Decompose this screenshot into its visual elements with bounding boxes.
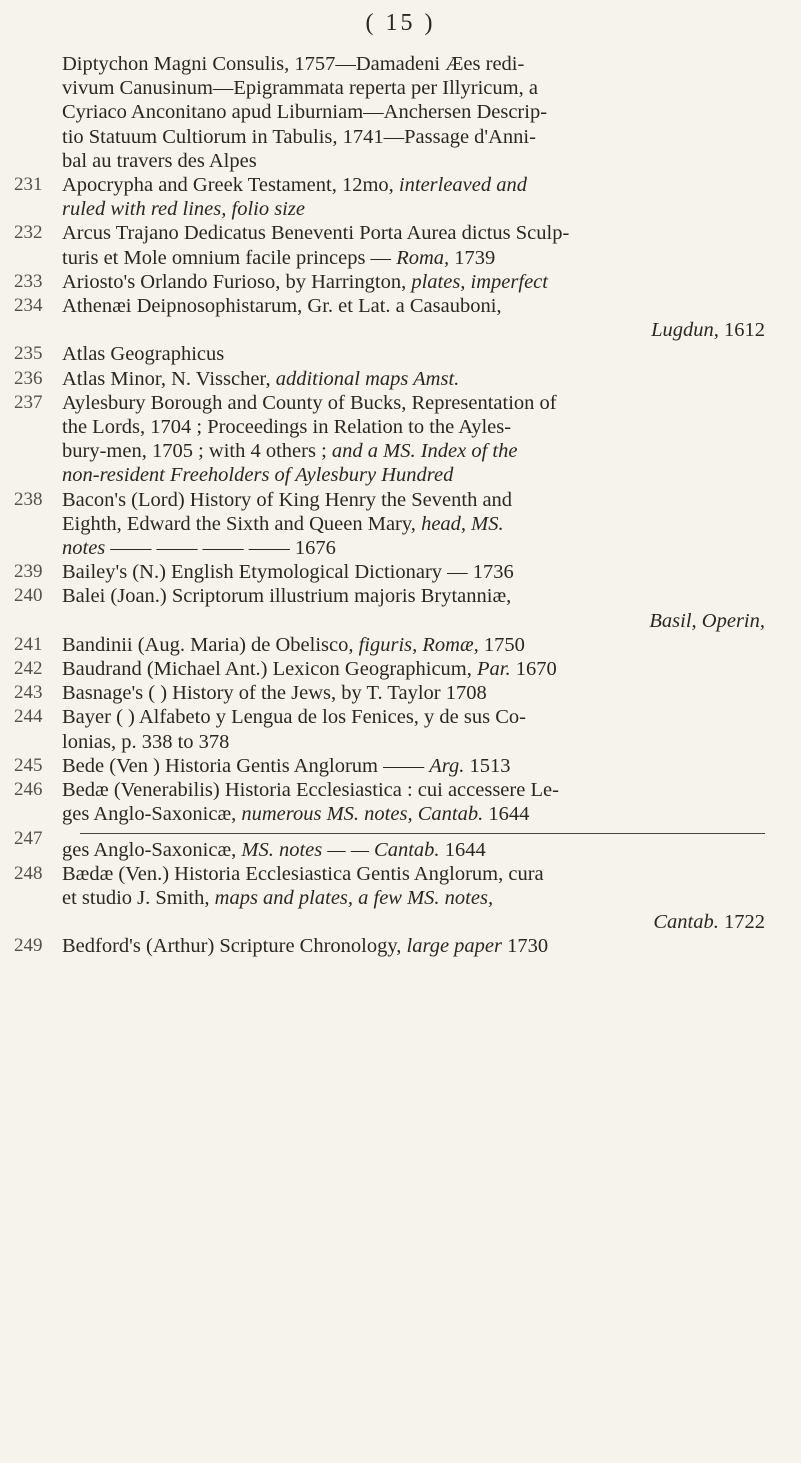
- entry-italic-text: MS. notes — — Cantab.: [241, 838, 440, 861]
- entry-text: Balei (Joan.) Scriptorum illustrium majoris Brytanniæ,: [62, 585, 512, 608]
- entry-text: et studio J. Smith,: [62, 886, 215, 909]
- entry-year: 1739: [449, 246, 496, 269]
- entry-line: [62, 294, 765, 318]
- entry-text: Arcus Trajano Dedicatus Beneventi Porta Aurea dictus Sculp-: [62, 222, 570, 245]
- entry-line: [62, 173, 765, 197]
- entry-italic-text: figuris, Romæ,: [358, 633, 479, 656]
- entry-line: [62, 910, 765, 934]
- entry-text: bury-men, 1705 ; with 4 others ;: [62, 440, 332, 463]
- entry-body: [62, 862, 765, 935]
- entry-italic-text: additional maps Amst.: [275, 367, 460, 390]
- entry-number: 243: [14, 682, 43, 704]
- entry-number: 233: [14, 270, 43, 292]
- entry-body: [62, 52, 765, 173]
- ditto-rule: [80, 833, 765, 834]
- entry-text: Ariosto's Orlando Furioso, by Harrington,: [62, 270, 412, 293]
- entry-text: ges Anglo-Saxonicæ,: [62, 803, 242, 826]
- entry-italic-text: Cantab.: [653, 911, 719, 934]
- entry-line: [62, 886, 765, 910]
- catalogue-entry: [14, 681, 765, 705]
- entry-text: Cyriaco Anconitano apud Liburniam—Anchersen Descrip-: [62, 101, 548, 124]
- entry-body: [62, 681, 765, 705]
- entry-line: [62, 488, 765, 512]
- entry-body: [62, 827, 765, 862]
- entry-text: Baudrand (Michael Ant.) Lexicon Geographicum,: [62, 658, 477, 681]
- entry-body: [62, 173, 765, 221]
- entry-text: bal au travers des Alpes: [62, 149, 257, 172]
- entry-text: turis et Mole omnium facile princeps —: [62, 246, 397, 269]
- entry-number: 245: [14, 754, 43, 776]
- entry-text: Bailey's (N.) English Etymological Dictionary — 1736: [62, 561, 514, 584]
- entry-line: [62, 633, 765, 657]
- entry-number: 238: [14, 488, 43, 510]
- entry-line: [62, 100, 765, 124]
- entry-body: [62, 221, 765, 269]
- entry-number: 234: [14, 295, 43, 317]
- entry-number: 235: [14, 343, 43, 365]
- entry-line: [62, 221, 765, 245]
- entry-line: [62, 657, 765, 681]
- entry-body: [62, 778, 765, 826]
- entry-text: Athenæi Deipnosophistarum, Gr. et Lat. a Casauboni,: [62, 295, 502, 318]
- entry-italic-text: ruled with red lines, folio size: [62, 198, 305, 221]
- entry-number: 248: [14, 862, 43, 884]
- entry-year: —— —— —— —— 1676: [105, 537, 336, 560]
- catalogue-entry: [14, 173, 765, 221]
- entry-body: [62, 560, 765, 584]
- entry-line: [62, 342, 765, 366]
- entry-line: [62, 560, 765, 584]
- entry-year: 1722: [718, 911, 765, 934]
- entry-body: [62, 270, 765, 294]
- entry-line: [62, 512, 765, 536]
- catalogue-entry: [14, 52, 765, 173]
- entry-line: [62, 609, 765, 633]
- catalogue-entry: [14, 778, 765, 826]
- entry-text: Aylesbury Borough and County of Bucks, Representation of: [62, 391, 557, 414]
- entry-text: Bacon's (Lord) History of King Henry the Seventh and: [62, 488, 513, 511]
- entry-year: 1612: [718, 319, 765, 342]
- entry-text: Bedæ (Venerabilis) Historia Ecclesiastica : cui accessere Le-: [62, 779, 559, 802]
- entry-line: [62, 197, 765, 221]
- entry-italic-text: plates, imperfect: [411, 270, 548, 293]
- entry-text: vivum Canusinum—Epigrammata reperta per Illyricum, a: [62, 77, 538, 100]
- entry-number: 241: [14, 633, 43, 655]
- entry-line: [62, 778, 765, 802]
- entry-body: [62, 633, 765, 657]
- entry-number: 231: [14, 174, 43, 196]
- entry-italic-text: Lugdun,: [651, 319, 719, 342]
- catalogue-entries: [14, 52, 765, 959]
- entry-line: [62, 862, 765, 886]
- catalogue-entry: [14, 391, 765, 488]
- entry-body: [62, 367, 765, 391]
- entry-italic-text: Roma,: [396, 246, 450, 269]
- entry-number: 242: [14, 658, 43, 680]
- entry-text: Apocrypha and Greek Testament, 12mo,: [62, 174, 399, 197]
- entry-italic-text: numerous MS. notes, Cantab.: [241, 803, 484, 826]
- entry-text: Bayer ( ) Alfabeto y Lengua de los Fenices, y de sus Co-: [62, 706, 526, 729]
- catalogue-entry: [14, 862, 765, 935]
- entry-body: [62, 342, 765, 366]
- entry-number: 246: [14, 779, 43, 801]
- entry-number: 240: [14, 585, 43, 607]
- page-header: ( 15 ): [365, 10, 436, 36]
- entry-italic-text: and a MS. Index of the: [331, 440, 518, 463]
- entry-line: [62, 439, 765, 463]
- entry-number: 239: [14, 561, 43, 583]
- entry-italic-text: notes: [62, 537, 106, 560]
- entry-body: [62, 657, 765, 681]
- entry-body: [62, 488, 765, 561]
- entry-line: [62, 463, 765, 487]
- catalogue-entry: [14, 342, 765, 366]
- catalogue-entry: [14, 705, 765, 753]
- entry-line: [62, 802, 765, 826]
- entry-italic-text: Par.: [477, 658, 511, 681]
- entry-number: 247: [14, 827, 43, 849]
- entry-text: Basnage's ( ) History of the Jews, by T. Taylor 1708: [62, 682, 487, 705]
- catalogue-entry: [14, 827, 765, 862]
- entry-line: [62, 754, 765, 778]
- catalogue-entry: [14, 754, 765, 778]
- entry-italic-text: non-resident Freeholders of Aylesbury Hundred: [62, 464, 454, 487]
- entry-year: 1670: [510, 658, 557, 681]
- entry-number: 237: [14, 391, 43, 413]
- entry-text: the Lords, 1704 ; Proceedings in Relation to the Ayles-: [62, 416, 512, 439]
- entry-body: [62, 391, 765, 488]
- catalogue-entry: [14, 560, 765, 584]
- catalogue-entry: [14, 633, 765, 657]
- entry-body: [62, 294, 765, 342]
- entry-italic-text: large paper: [406, 935, 503, 958]
- catalogue-entry: [14, 221, 765, 269]
- entry-italic-text: Arg.: [429, 754, 465, 777]
- entry-number: 236: [14, 367, 43, 389]
- entry-body: [62, 705, 765, 753]
- entry-year: 1644: [483, 803, 530, 826]
- entry-body: [62, 934, 765, 958]
- entry-line: [62, 125, 765, 149]
- entry-line: [62, 584, 765, 608]
- entry-text: Bede (Ven ) Historia Gentis Anglorum ——: [62, 754, 430, 777]
- entry-text: lonias, p. 338 to 378: [62, 730, 230, 753]
- catalogue-entry: [14, 657, 765, 681]
- entry-text: Eighth, Edward the Sixth and Queen Mary,: [62, 512, 422, 535]
- entry-line: [62, 415, 765, 439]
- entry-number: 244: [14, 706, 43, 728]
- catalogue-entry: [14, 584, 765, 632]
- catalogue-entry: [14, 294, 765, 342]
- entry-line: [62, 246, 765, 270]
- entry-italic-text: interleaved and: [398, 174, 528, 197]
- entry-year: 1513: [464, 754, 511, 777]
- entry-italic-text: Basil, Operin,: [649, 609, 765, 632]
- entry-line: [62, 318, 765, 342]
- entry-text: Atlas Geographicus: [62, 343, 225, 366]
- entry-italic-text: maps and plates, a few MS. notes,: [214, 886, 494, 909]
- entry-line: [62, 730, 765, 754]
- catalogue-entry: [14, 934, 765, 958]
- entry-year: 1730: [502, 935, 549, 958]
- entry-line: [62, 149, 765, 173]
- entry-text: tio Statuum Cultiorum in Tabulis, 1741—Passage d'Anni-: [62, 125, 536, 148]
- entry-year: 1644: [439, 838, 486, 861]
- entry-text: Bedford's (Arthur) Scripture Chronology,: [62, 935, 407, 958]
- entry-italic-text: head, MS.: [421, 512, 504, 535]
- entry-text: ges Anglo-Saxonicæ,: [62, 838, 242, 861]
- entry-line: [62, 838, 765, 862]
- catalogue-entry: [14, 488, 765, 561]
- entry-line: [62, 536, 765, 560]
- entry-line: [62, 391, 765, 415]
- entry-text: Bædæ (Ven.) Historia Ecclesiastica Gentis Anglorum, cura: [62, 862, 544, 885]
- entry-line: [62, 270, 765, 294]
- entry-number: 249: [14, 935, 43, 957]
- catalogue-entry: [14, 270, 765, 294]
- entry-text: Diptychon Magni Consulis, 1757—Damadeni Æes redi-: [62, 53, 525, 75]
- entry-text: Atlas Minor, N. Visscher,: [62, 367, 276, 390]
- entry-body: [62, 584, 765, 632]
- entry-body: [62, 754, 765, 778]
- catalogue-entry: [14, 367, 765, 391]
- entry-line: [62, 76, 765, 100]
- entry-year: 1750: [478, 633, 525, 656]
- entry-line: [62, 681, 765, 705]
- entry-line: [62, 52, 765, 76]
- entry-line: [62, 367, 765, 391]
- entry-number: 232: [14, 222, 43, 244]
- entry-line: [62, 934, 765, 958]
- entry-text: Bandinii (Aug. Maria) de Obelisco,: [62, 633, 359, 656]
- entry-line: [62, 705, 765, 729]
